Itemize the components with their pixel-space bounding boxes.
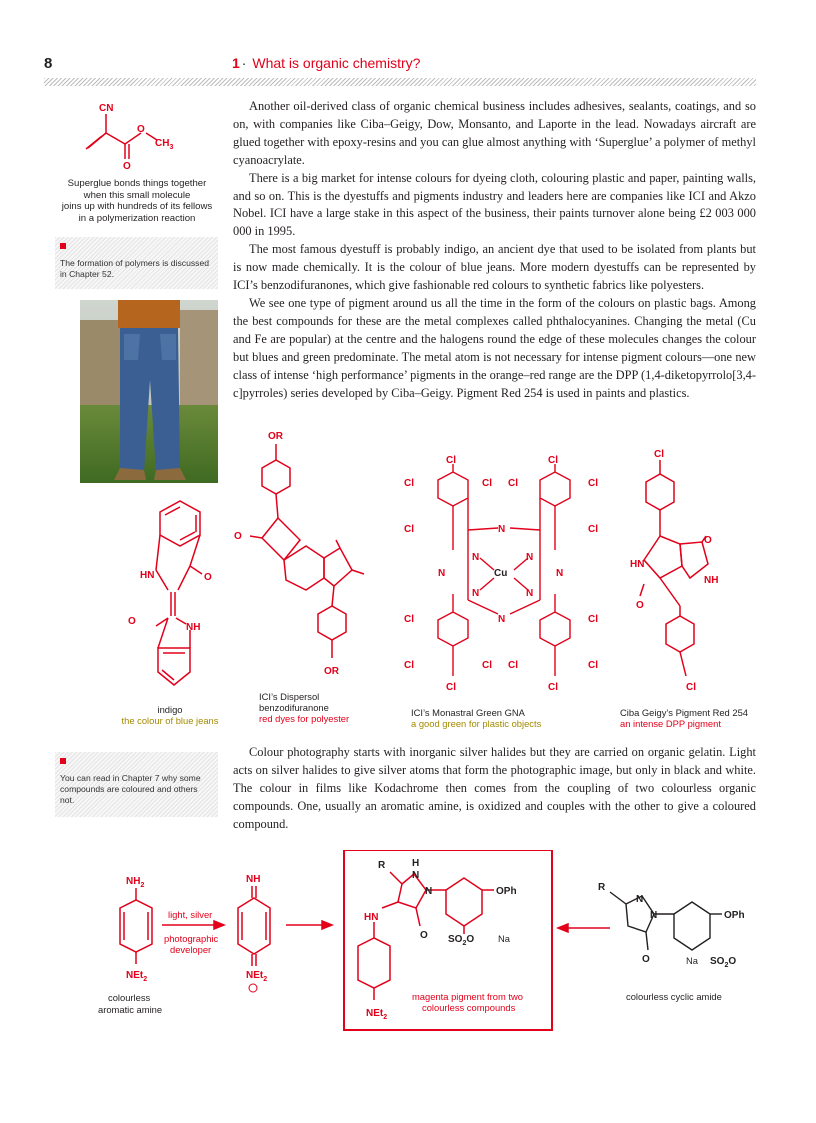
superglue-caption: Superglue bonds things together when this small molecule joins up with hundreds of its fellows in a polymerization reaction [61,178,213,224]
iminium-net2-sub: 2 [263,976,268,983]
svg-text:CH3 [155,138,173,151]
cl-label: Cl [404,524,414,535]
net2-sub: 2 [143,976,148,983]
cl-label: Cl [588,524,598,535]
amide-r-label: R [598,882,606,893]
cl-label: Cl [588,660,598,671]
cl-label: Cl [404,478,414,489]
svg-text:SO2O [710,956,736,969]
oph-label: OPh [496,886,517,897]
cl-label: Cl [404,614,414,625]
na-label: Na [498,933,510,944]
green-caption [411,707,601,729]
n-label: N [556,568,564,579]
paragraph: There is a big market for intense colours for dyeing cloth, colouring plastic and paper, painting walls, and so on. This is the dyestuffs and pigments industry and leaders here are companies like ICI and Akzo Nobel. ICI have a large stake in this aspect of the business, their paints turnover alone being £2 003 000 000 in 1995. [233,170,756,239]
net2-label: NEt [126,970,144,981]
svg-text:SO2O [448,934,474,947]
indigo-o2: O [128,616,136,627]
svg-text:NEt2 [366,1008,387,1021]
superglue-structure [55,96,225,176]
n-label: N [412,870,420,881]
red254-name: Ciba Geigy’s Pigment Red 254 [620,707,749,718]
so2o-sub: 2 [462,940,467,947]
cn-label: CN [99,103,114,114]
carbonyl-o-label: O [123,161,131,172]
n-label: N [438,568,446,579]
svg-text:NEt2 [126,970,147,983]
amide-oph-label: OPh [724,910,745,921]
red254-structure [620,446,730,696]
running-head: 1 · What is organic chemistry? [232,55,421,71]
iminium-net2-label: NEt [246,970,264,981]
ester-o-label: O [137,124,145,135]
cl-label: Cl [548,682,558,693]
amine-caption-1: colourless [108,992,151,1003]
amide-caption: colourless cyclic amide [626,991,722,1002]
indigo-note: the colour of blue jeans [121,715,219,726]
product-net2-label: NEt [366,1008,384,1019]
nh2-sub: 2 [140,882,145,889]
n-label: N [526,588,534,599]
o-label: O [420,930,428,941]
dispersol-structure [228,428,378,683]
green-note: a good green for plastic objects [411,718,542,729]
plus-charge-icon [249,984,257,992]
n-label: N [472,588,480,599]
paragraph: Another oil-derived class of organic chemical business includes adhesives, sealants, coatings, and so on, with companies like Ciba–Geigy, Dow, Monsanto, and Laporte in the lead. Nowadays aircraft are glued together with epoxy-resins and you can glue almost anything with ‘Superglue’ a polymer of methyl cyanoacrylate. [233,99,756,167]
note-marker [60,243,66,249]
cl-label: Cl [508,478,518,489]
jeans-photo [80,300,218,483]
amide-so2o-o: O [728,956,737,967]
note-colour-text: You can read in Chapter 7 why some compounds are coloured and others not. [60,773,201,805]
hn-label: HN [364,912,379,923]
note-polymers [55,237,218,289]
paragraph: We see one type of pigment around us all the time in the form of the colours on plastic bags. Among the best compounds for these are the metal complexes called phthalocyanines. Changing the metal (Cu and Fe are popular) at the centre and the halogens round the edge of these molecules changes the colour but blues and green predominate. The metal atom is not necessary for intense pigment colours—one new class of intense ‘high performance’ pigments in the orange–red range are the DPP (1,4-diketopyrrolo[3,4-c]pyrroles) series developed by Ciba–Geigy. Pigment Red 254 is used in paints and plastics. [233,295,756,400]
cl-label: Cl [404,660,414,671]
monastral-green-structure [398,450,610,698]
red254-note: an intense DPP pigment [620,718,721,729]
indigo-name: indigo [157,704,183,715]
indigo-structure [120,500,230,700]
imine-nh-label: NH [246,874,261,885]
amide-n-label: N [650,910,658,921]
cl-label: Cl [508,660,518,671]
amide-o-label: O [642,954,650,965]
note-polymers-text: The formation of polymers is discussed in Chapter 52. [60,258,210,279]
indigo-o1: O [204,572,212,583]
cl-label: Cl [548,455,558,466]
nh2-label: NH [126,876,141,887]
n-label: N [526,552,534,563]
arrow-label-bottom-1: photographic [164,933,219,944]
magenta-caption-2: colourless compounds [422,1002,516,1013]
paragraph: Colour photography starts with inorganic silver halides but they are carried on organic gelatin. Light acts on silver halides to give silver atoms that form the photographic image, but only in black and white. The colour in films like Kodachrome then comes from the coupling of two colourless organic compounds. One, usually an aromatic amine, is oxidized and couples with the other to give a coloured compound. [233,745,756,831]
red254-o-bottom: O [636,600,644,611]
chapter-number: 1 [232,55,240,71]
cu-label: Cu [494,568,508,579]
arrow-label-bottom-2: developer [170,944,212,955]
dispersol-or-top: OR [268,431,283,442]
h-label: H [412,858,420,869]
n-label: N [472,552,480,563]
header-rule [44,78,756,86]
red254-o-top: O [704,535,712,546]
dispersol-note: red dyes for polyester [259,713,350,724]
cl-label: Cl [588,614,598,625]
arrow-label-top: light, silver [168,909,213,920]
dispersol-o: O [234,531,242,542]
so2o-label: SO [448,934,463,945]
indigo-hn: HN [140,570,155,581]
cl-label: Cl [446,455,456,466]
cl-label: Cl [588,478,598,489]
svg-text:NEt2 [246,970,267,983]
so2o-o: O [466,934,475,945]
magenta-caption-1: magenta pigment from two [412,991,523,1002]
note-marker [60,758,66,764]
n-label: N [425,886,433,897]
red254-caption [620,707,770,729]
r-label: R [378,860,386,871]
amine-caption-2: aromatic amine [98,1004,163,1015]
amide-n-label: N [636,894,644,905]
paragraph: The most famous dyestuff is probably indigo, an ancient dye that used to be isolated from plants but is now made chemically. It is the colour of blue jeans. More modern dyestuffs can be represented by ICI’s benzodifuranones, which give fashionable red colours to synthetic fabrics like polyesters. [233,242,756,293]
amide-so2o-label: SO [710,956,725,967]
red254-hn: HN [630,559,645,570]
svg-text:NH2 [126,876,144,889]
cl-label: Cl [482,478,492,489]
page-number: 8 [44,55,53,72]
cl-label: Cl [446,682,456,693]
dispersol-caption [259,691,369,724]
ch3-sub: 3 [169,144,174,151]
dispersol-or-bottom: OR [324,666,339,677]
cl-label: Cl [482,660,492,671]
dispersol-name: ICI’s Dispersol [259,691,320,702]
green-name: ICI’s Monastral Green GNA [411,707,525,718]
kodachrome-scheme [90,850,770,1040]
product-net2-sub: 2 [383,1014,388,1021]
n-label: N [498,614,506,625]
amide-so2o-sub: 2 [724,962,729,969]
red254-cl-bottom: Cl [686,682,696,693]
indigo-nh: NH [186,622,201,633]
red254-cl-top: Cl [654,449,664,460]
body-text-top [233,98,756,402]
red254-nh: NH [704,575,719,586]
ch3-label: CH [155,138,170,149]
chapter-title: What is organic chemistry? [252,55,421,71]
n-label: N [498,524,506,535]
body-text-photo [233,744,756,834]
note-colour [55,752,218,817]
dispersol-name: benzodifuranone [259,702,329,713]
indigo-caption [117,704,223,726]
amide-na-label: Na [686,955,698,966]
